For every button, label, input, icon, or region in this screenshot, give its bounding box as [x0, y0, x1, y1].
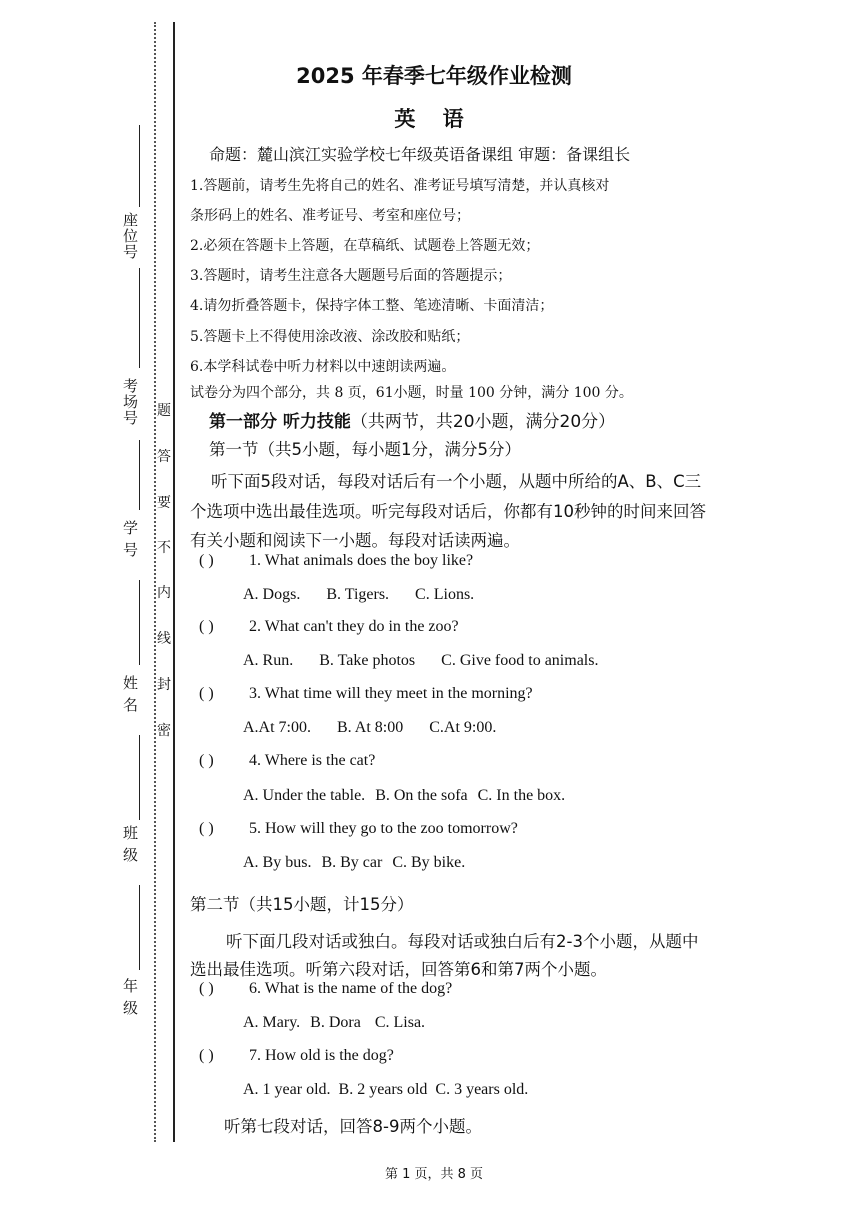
- option-b: B. Tigers.: [326, 586, 390, 603]
- part1-title-suffix: （共两节，共20小题，满分20分）: [350, 412, 616, 432]
- page-footer: 第 1 页，共 8 页: [384, 1167, 484, 1182]
- field-class-line[interactable]: [139, 885, 140, 970]
- warning-char: 线: [157, 631, 171, 647]
- section2-title: 第二节（共15小题，计15分）: [190, 895, 414, 914]
- options-row: [243, 719, 522, 737]
- warning-char: 密: [157, 723, 171, 739]
- question-row: [199, 685, 533, 703]
- field-seat-line-2[interactable]: [139, 268, 140, 368]
- note-item: 4.请勿折叠答题卡，保持字体工整、笔迹清晰、卡面清洁；: [190, 298, 554, 314]
- option-b: B. On the sofa: [375, 787, 468, 804]
- page-title: 2025 年春季七年级作业检测: [296, 64, 572, 88]
- field-room-line[interactable]: [139, 440, 140, 510]
- section2-instruction: 听下面几段对话或独白。每段对话或独白后有2-3个小题，从题中: [226, 932, 699, 951]
- binding-solid-line: [173, 22, 175, 1142]
- note-item: 条形码上的姓名、准考证号、考室和座位号；: [190, 208, 470, 224]
- question-row: [199, 820, 518, 838]
- field-room-label: 考场号: [121, 378, 139, 426]
- question-text: 6. What is the name of the dog?: [249, 980, 453, 997]
- part1-title: [209, 407, 615, 432]
- exam-info: 试卷分为四个部分，共 8 页，61小题，时量 100 分钟，满分 100 分。: [190, 385, 633, 401]
- field-id-line[interactable]: [139, 580, 140, 665]
- question-row: [199, 618, 459, 636]
- field-name-label: 姓 名: [121, 675, 139, 713]
- section1-instruction: 个选项中选出最佳选项。听完每段对话后，你都有10秒钟的时间来回答: [190, 502, 706, 521]
- question-text: 4. Where is the cat?: [249, 752, 376, 769]
- answer-blank[interactable]: ( ): [199, 1047, 214, 1064]
- options-row: [243, 652, 624, 670]
- options-row: [243, 1014, 451, 1032]
- option-b: B. By car: [321, 854, 383, 871]
- field-id-label: 学 号: [121, 520, 139, 558]
- question-text: 1. What animals does the boy like?: [249, 552, 474, 569]
- field-class-label: 班 级: [121, 825, 139, 863]
- field-name-line[interactable]: [139, 735, 140, 820]
- section1-title: 第一节（共5小题，每小题1分，满分5分）: [209, 440, 521, 459]
- options-row: [243, 787, 591, 805]
- section2-next-instruction: 听第七段对话，回答8-9两个小题。: [224, 1117, 482, 1136]
- note-item: 1.答题前，请考生先将自己的姓名、准考证号填写清楚，并认真核对: [190, 178, 610, 194]
- option-c: C. Give food to animals.: [441, 652, 599, 669]
- answer-blank[interactable]: ( ): [199, 820, 214, 837]
- option-a: A.At 7:00.: [243, 719, 311, 736]
- answer-blank[interactable]: ( ): [199, 552, 214, 569]
- option-c: C. Lions.: [415, 586, 475, 603]
- option-c: C. 3 years old.: [435, 1081, 529, 1098]
- options-row: [243, 586, 500, 604]
- option-c: C. By bike.: [392, 854, 466, 871]
- part1-title-main: 第一部分 听力技能: [209, 412, 351, 432]
- option-c: C. In the box.: [477, 787, 566, 804]
- answer-blank[interactable]: ( ): [199, 980, 214, 997]
- options-row: [243, 854, 491, 872]
- warning-char: 不: [157, 540, 171, 556]
- answer-blank[interactable]: ( ): [199, 618, 214, 635]
- option-b: B. At 8:00: [337, 719, 404, 736]
- note-item: 3.答题时，请考生注意各大题题号后面的答题提示；: [190, 268, 512, 284]
- question-text: 3. What time will they meet in the morning?: [249, 685, 533, 702]
- binding-dotted-line: [154, 22, 156, 1142]
- question-row: [199, 752, 375, 770]
- option-a: A. Under the table.: [243, 787, 366, 804]
- option-b: B. Dora: [310, 1014, 361, 1031]
- option-b: B. Take photos: [319, 652, 416, 669]
- warning-char: 题: [157, 403, 171, 419]
- option-a: A. Mary.: [243, 1014, 301, 1031]
- options-row: [243, 1081, 554, 1099]
- answer-blank[interactable]: ( ): [199, 752, 214, 769]
- note-item: 5.答题卡上不得使用涂改液、涂改胶和贴纸；: [190, 329, 470, 345]
- note-item: 2.必须在答题卡上答题，在草稿纸、试题卷上答题无效；: [190, 238, 540, 254]
- section2-instruction: 选出最佳选项。听第六段对话，回答第6和第7两个小题。: [190, 960, 607, 979]
- question-text: 5. How will they go to the zoo tomorrow?: [249, 820, 518, 837]
- option-a: A. Run.: [243, 652, 294, 669]
- question-row: [199, 552, 473, 570]
- option-b: B. 2 years old: [338, 1081, 428, 1098]
- section1-instruction: 有关小题和阅读下一小题。每段对话读两遍。: [190, 531, 520, 550]
- warning-char: 内: [157, 585, 171, 601]
- option-a: A. Dogs.: [243, 586, 301, 603]
- field-seat-line[interactable]: [139, 125, 140, 207]
- subject-title: 英 语: [394, 107, 474, 131]
- question-text: 2. What can't they do in the zoo?: [249, 618, 459, 635]
- field-grade-label: 年 级: [121, 978, 139, 1016]
- section1-instruction: 听下面5段对话，每段对话后有一个小题，从题中所给的A、B、C三: [211, 472, 702, 491]
- answer-blank[interactable]: ( ): [199, 685, 214, 702]
- option-c: C.At 9:00.: [429, 719, 497, 736]
- note-item: 6.本学科试卷中听力材料以中速朗读两遍。: [190, 359, 456, 375]
- warning-char: 要: [157, 495, 171, 511]
- authors-line: 命题：麓山滨江实验学校七年级英语备课组 审题：备课组长: [209, 145, 631, 164]
- question-row: [199, 1047, 394, 1065]
- question-row: [199, 980, 452, 998]
- question-text: 7. How old is the dog?: [249, 1047, 394, 1064]
- field-seat-label: 座位号: [121, 212, 139, 260]
- option-c: C. Lisa.: [374, 1014, 426, 1031]
- warning-char: 封: [157, 677, 171, 693]
- option-a: A. 1 year old.: [243, 1081, 331, 1098]
- option-a: A. By bus.: [243, 854, 312, 871]
- warning-char: 答: [157, 449, 171, 465]
